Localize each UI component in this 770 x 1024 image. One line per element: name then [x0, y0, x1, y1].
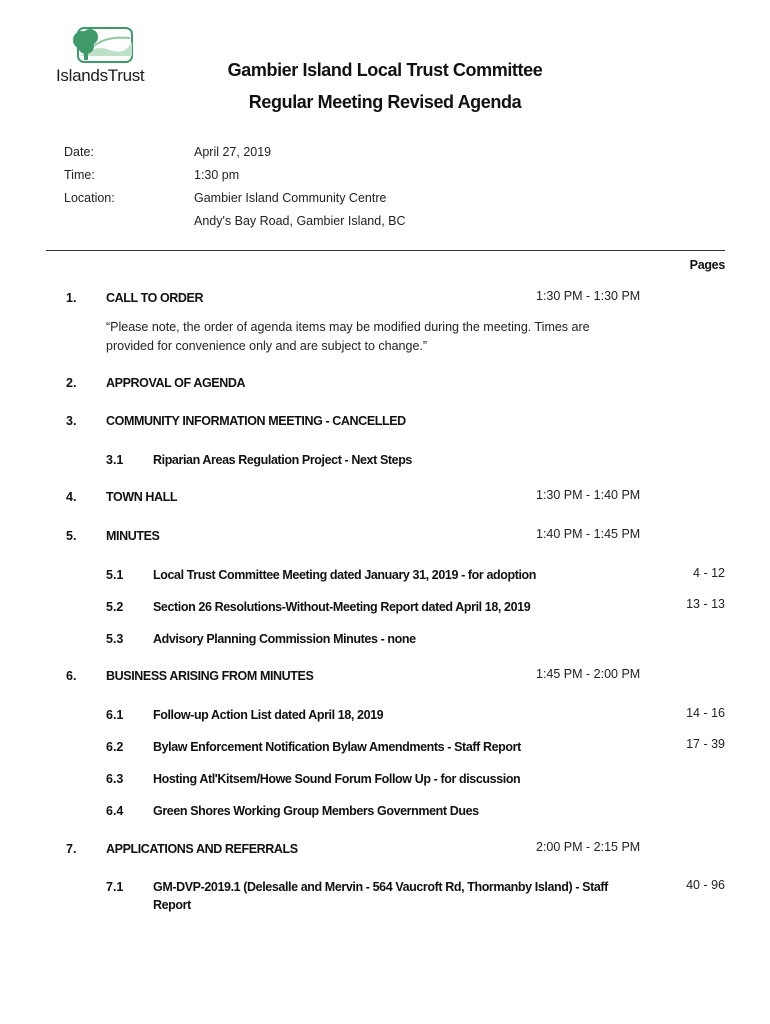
page-subtitle: Regular Meeting Revised Agenda	[248, 92, 522, 112]
islands-trust-logo	[56, 26, 148, 86]
item-time: 1:30 PM - 1:40 PM	[536, 488, 641, 502]
subitem-number: 6.3	[106, 772, 124, 786]
subitem-title: Advisory Planning Commission Minutes - none	[153, 632, 416, 646]
time-label: Time:	[64, 168, 95, 182]
item-time: 1:30 PM - 1:30 PM	[536, 289, 641, 303]
subitem-title: Follow-up Action List dated April 18, 2019	[153, 708, 384, 722]
location-line1: Gambier Island Community Centre	[194, 191, 387, 205]
logo-tree-icon	[66, 26, 134, 70]
item-number: 7.	[66, 842, 77, 856]
pages-header: Pages	[689, 258, 725, 272]
item-title-business-arising: BUSINESS ARISING FROM MINUTES	[106, 669, 314, 683]
subitem-title: Green Shores Working Group Members Government Dues	[153, 804, 479, 818]
item-number: 4.	[66, 490, 77, 504]
item-title-applications-and-referrals: APPLICATIONS AND REFERRALS	[106, 842, 298, 856]
item-time: 1:45 PM - 2:00 PM	[536, 667, 641, 681]
subitem-number: 6.4	[106, 804, 124, 818]
subitem-title: Bylaw Enforcement Notification Bylaw Amendments - Staff Report	[153, 740, 521, 754]
subitem-title: Hosting Atl'Kitsem/Howe Sound Forum Follow Up - for discussion	[153, 772, 521, 786]
date-label: Date:	[64, 145, 94, 159]
subitem-title: Section 26 Resolutions-Without-Meeting Report dated April 18, 2019	[153, 600, 531, 614]
item-title-call-to-order: CALL TO ORDER	[106, 291, 204, 305]
subitem-number: 6.2	[106, 740, 124, 754]
item-number: 5.	[66, 529, 77, 543]
subitem-pages: 17 - 39	[686, 737, 725, 751]
item-title-approval-of-agenda: APPROVAL OF AGENDA	[106, 376, 246, 390]
date-value: April 27, 2019	[194, 145, 272, 159]
subitem-title: Local Trust Committee Meeting dated January 31, 2019 - for adoption	[153, 568, 537, 582]
time-value: 1:30 pm	[194, 168, 240, 182]
item-time: 2:00 PM - 2:15 PM	[536, 840, 641, 854]
subitem-number: 5.2	[106, 600, 124, 614]
item-number: 1.	[66, 291, 77, 305]
page-title: Gambier Island Local Trust Committee	[227, 60, 543, 80]
agenda-note: “Please note, the order of agenda items may be modified during the meeting. Times are provided for convenience only and are subject to change.”	[106, 320, 590, 353]
subitem-number: 5.1	[106, 568, 124, 582]
subitem-pages: 4 - 12	[693, 566, 725, 580]
item-title-community-information-meeting: COMMUNITY INFORMATION MEETING - CANCELLED	[106, 414, 406, 428]
item-title-town-hall: TOWN HALL	[106, 490, 178, 504]
logo-text: IslandsTrust	[56, 66, 145, 85]
subitem-title: GM-DVP-2019.1 (Delesalle and Mervin - 564 Vaucroft Rd, Thormanby Island) - Staff Report	[153, 880, 608, 912]
subitem-pages: 40 - 96	[686, 878, 725, 892]
subitem-number: 7.1	[106, 880, 124, 894]
item-number: 6.	[66, 669, 77, 683]
item-number: 2.	[66, 376, 77, 390]
location-label: Location:	[64, 191, 115, 205]
location-line2: Andy's Bay Road, Gambier Island, BC	[194, 214, 406, 228]
subitem-number: 3.1	[106, 453, 124, 467]
item-time: 1:40 PM - 1:45 PM	[536, 527, 641, 541]
divider	[46, 250, 725, 251]
item-number: 3.	[66, 414, 77, 428]
subitem-title: Riparian Areas Regulation Project - Next Steps	[153, 453, 412, 467]
subitem-pages: 13 - 13	[686, 597, 725, 611]
subitem-number: 5.3	[106, 632, 124, 646]
subitem-number: 6.1	[106, 708, 124, 722]
item-title-minutes: MINUTES	[106, 529, 160, 543]
subitem-pages: 14 - 16	[686, 706, 725, 720]
